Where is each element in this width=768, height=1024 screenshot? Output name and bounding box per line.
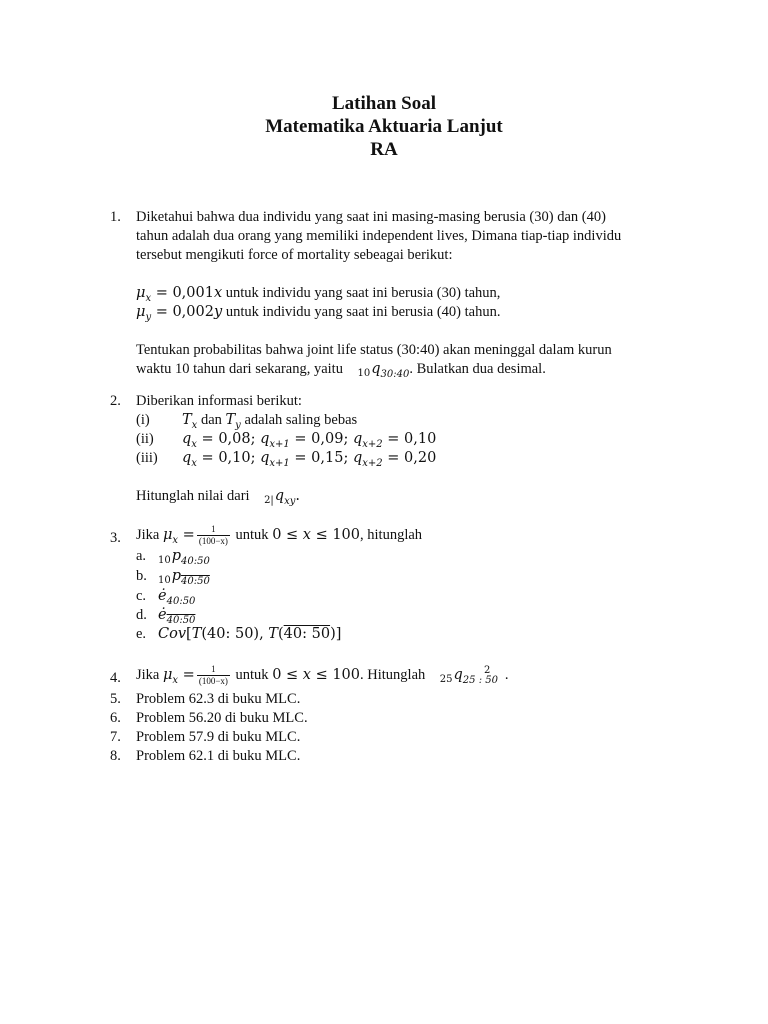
q1-line-1: Diketahui bahwa dua individu yang saat ini masing-masing berusia (30) dan (40) xyxy=(136,209,606,225)
q3-range: untuk xyxy=(231,526,273,543)
item-label: (ii) xyxy=(136,431,154,447)
title-block xyxy=(0,92,768,161)
title-line-1: Latihan Soal xyxy=(331,93,436,114)
math-formula: $q_x = 0,08$; $q_{x+1} = 0,09$; $q_{x+2} = 0,10$ xyxy=(182,431,437,450)
q3-item-b xyxy=(136,567,690,587)
q3-item-a xyxy=(136,547,690,567)
q4-ask: . Hitunglah xyxy=(360,666,426,683)
problem-text: Problem 56.20 di buku MLC. xyxy=(136,710,308,726)
q4-end: . xyxy=(504,666,509,683)
math-formula: $_{10}p_{40:50}$ xyxy=(158,568,210,587)
q4-range: untuk xyxy=(231,666,273,683)
question-number: 6. xyxy=(110,710,121,726)
list-item xyxy=(110,690,690,709)
question-number: 3. xyxy=(110,530,121,546)
item-label: (iii) xyxy=(136,450,158,466)
question-number: 1. xyxy=(110,209,121,225)
math-formula: $\mu_y = 0,002y$ xyxy=(136,304,223,323)
q2-dan: dan xyxy=(197,412,226,428)
q3-item-e xyxy=(136,625,690,644)
item-label: (i) xyxy=(136,412,150,428)
math-formula: $_{10}p_{40:50}$ xyxy=(158,548,210,567)
question-number: 7. xyxy=(110,729,121,745)
title-line-2: Matematika Aktuaria Lanjut xyxy=(265,116,503,137)
q3-item-c xyxy=(136,587,690,606)
list-item xyxy=(110,728,690,747)
question-number: 2. xyxy=(110,393,121,409)
fraction: $\frac{1}{(100-x)}$ xyxy=(198,524,228,546)
q1-mu-y-line xyxy=(136,303,690,322)
q1-mu-x-text: untuk individu yang saat ini berusia (30) tahun, xyxy=(222,285,501,301)
math-formula: $\mu_x$ = xyxy=(162,666,195,686)
fraction: $\frac{1}{(100-x)}$ xyxy=(198,664,228,686)
problem-text: Problem 62.1 di buku MLC. xyxy=(136,748,301,764)
question-3 xyxy=(110,524,690,644)
problem-list xyxy=(110,690,690,766)
title-line-3: RA xyxy=(370,139,398,160)
q2-item-i xyxy=(136,411,690,430)
math-formula: $T_x$ xyxy=(182,412,198,431)
question-2 xyxy=(110,392,690,507)
list-item xyxy=(110,747,690,766)
q3-jika: Jika xyxy=(136,526,160,543)
math-formula: $ė_{40:50}$ xyxy=(158,588,196,607)
problem-text: Problem 57.9 di buku MLC. xyxy=(136,729,301,745)
q1-mu-y-text: untuk individu yang saat ini berusia (40) tahun. xyxy=(222,304,501,320)
math-formula: $\mu_x = 0,001x$ xyxy=(136,285,223,304)
problem-text: Problem 62.3 di buku MLC. xyxy=(136,691,301,707)
item-label: e. xyxy=(136,626,147,642)
item-label: a. xyxy=(136,548,147,564)
q2-item-ii xyxy=(136,430,690,449)
math-formula: $q_x = 0,10$; $q_{x+1} = 0,15$; $q_{x+2} = 0,20$ xyxy=(182,450,437,469)
q1-line-5b: . Bulatkan dua desimal. xyxy=(409,361,546,377)
math-formula: $ė_{40:50}$ xyxy=(158,607,196,626)
math-formula: $\mu_x$ = xyxy=(162,526,195,546)
q3-item-d xyxy=(136,606,690,625)
q1-line-4: Tentukan probabilitas bahwa joint life status (30:40) akan meninggal dalam kurun xyxy=(136,342,612,358)
math-formula: $T_y$ xyxy=(225,412,241,431)
item-label: c. xyxy=(136,588,147,604)
q1-line-2: tahun adalah dua orang yang memiliki independent lives, Dimana tiap-tiap individu xyxy=(136,228,622,244)
q2-ask-text: Hitunglah nilai dari xyxy=(136,488,250,504)
q1-mu-x-line xyxy=(136,284,690,303)
question-1 xyxy=(110,208,690,380)
item-label: d. xyxy=(136,607,147,623)
q2-item-i-text: adalah saling bebas xyxy=(240,412,358,428)
q4-line xyxy=(136,664,690,687)
math-formula: 0 ≤ x ≤ 100 xyxy=(272,666,361,683)
q4-jika: Jika xyxy=(136,666,160,683)
q1-line-3: tersebut mengikuti force of mortality sebeagai berikut: xyxy=(136,247,453,263)
q2-item-iii xyxy=(136,449,690,468)
question-4 xyxy=(110,664,690,687)
q1-line-5a: waktu 10 tahun dari sekarang, yaitu xyxy=(136,361,343,377)
q3-line xyxy=(136,524,690,547)
question-number: 4. xyxy=(110,670,121,686)
question-number: 5. xyxy=(110,691,121,707)
math-formula: 0 ≤ x ≤ 100 xyxy=(272,526,361,543)
q2-ask xyxy=(136,487,690,507)
q3-ask: , hitunglah xyxy=(360,526,423,543)
math-formula: $_{25}q_{25 : 50}^2$ xyxy=(439,665,498,686)
question-number: 8. xyxy=(110,748,121,764)
q1-line-5 xyxy=(136,360,690,380)
item-label: b. xyxy=(136,568,147,584)
math-formula: $_{10}q_{30:40}$ xyxy=(357,361,410,380)
math-formula: Cov[T(40: 50), T(40: 50)] xyxy=(158,626,342,642)
list-item xyxy=(110,709,690,728)
q2-intro: Diberikan informasi berikut: xyxy=(136,393,302,409)
math-formula: $_{2|}q_{xy}$. xyxy=(264,488,300,507)
